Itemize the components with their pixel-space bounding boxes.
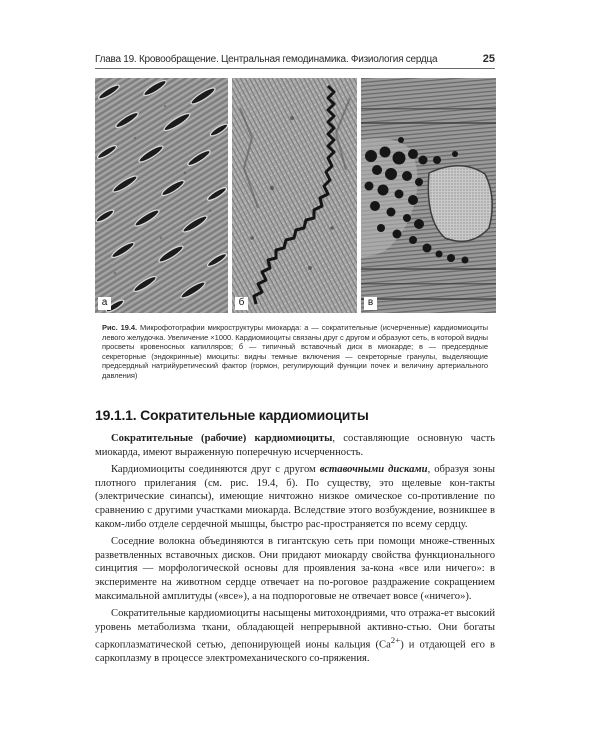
panel-label-a: а bbox=[98, 297, 111, 310]
panel-label-c: в bbox=[364, 297, 377, 310]
figure-caption bbox=[102, 323, 488, 380]
header-rule bbox=[95, 68, 495, 69]
paragraph-1 bbox=[95, 432, 495, 459]
p2-text-start: Кардиомиоциты соединяются друг с другом bbox=[111, 464, 320, 476]
body-text bbox=[95, 432, 495, 670]
micrograph-c bbox=[361, 78, 496, 313]
page-number: 25 bbox=[482, 53, 495, 65]
paragraph-2 bbox=[95, 463, 495, 531]
p1-bold-term: Сократительные (рабочие) кардиомиоциты bbox=[111, 433, 333, 444]
p2-text-rest: , образуя зоны плотного прилегания (см. рис. 19.4, б). По существу, это щелевые кон-такты (электрические синапсы), имеющие ничтожно низкое омическое со-противление по сравнению с другими участками миокарда. Вследствие этого возбуждение, возникшее в каком-либо отделе сердечной мышцы, быстро рас-пространяется по всему сердцу. bbox=[95, 464, 495, 530]
section-heading: 19.1.1. Сократительные кардиомиоциты bbox=[95, 407, 369, 423]
figure-caption-label: Рис. 19.4. bbox=[102, 323, 138, 332]
p2-bold-term: вставочными дисками bbox=[319, 464, 428, 476]
paragraph-4 bbox=[95, 607, 495, 666]
p4-superscript: 2+ bbox=[390, 635, 401, 646]
micrograph-a bbox=[95, 78, 228, 313]
paragraph-3: Соседние волокна объединяются в гигантскую сеть при помощи множе-ственных разветвленных вставочных дисков. Они придают миокарду свойства функционального синцития — морфологической основы для проявления за-кона «все или ничего»: в эксперименте на животном сердце отвечает на по-роговое раздражение сокращением максимальной амплитуды («все»), а на подпороговые не отвечает вовсе («ничего»). bbox=[95, 536, 495, 602]
micrograph-b bbox=[232, 78, 357, 313]
panel-label-b: б bbox=[235, 297, 248, 310]
figure-caption-text: Микрофотографии микроструктуры миокарда: а — сократительные (исчерченные) кардиомиоциты левого желудочка. Увеличение ×1000. Кардиомиоциты связаны друг с другом и образуют сеть, в которой видны просветы кровеносных капилляров; б — типичный вставочный диск в миокарде; в — предсердные секреторные (эндокринные) миоциты: видны темные включения — секреторные гранулы, выделяющие предсердный натрийуретический фактор (гормон, регулирующий функции почек и величину артериального давления) bbox=[102, 323, 488, 380]
p4-text-start: Сократительные кардиомиоциты насыщены митохондриями, что отража-ет высокий уровень метаболизма ткани, обладающей непрерывной активно-стью. Они богаты саркоплазматической сетью, депонирующей ионы кальция (Ca bbox=[95, 608, 495, 651]
running-head: Глава 19. Кровообращение. Центральная гемодинамика. Физиология сердца bbox=[95, 54, 438, 65]
micrograph-b-image bbox=[232, 78, 357, 313]
micrograph-a-image bbox=[95, 78, 228, 313]
micrograph-c-image bbox=[361, 78, 496, 313]
p1-text: , составляющие основную часть миокарда, имеют выраженную поперечную исчерченность. bbox=[95, 433, 495, 458]
p4-text-end: ) и отдающей его в саркоплазму в процессе электромеханического со-пряжения. bbox=[95, 639, 495, 665]
